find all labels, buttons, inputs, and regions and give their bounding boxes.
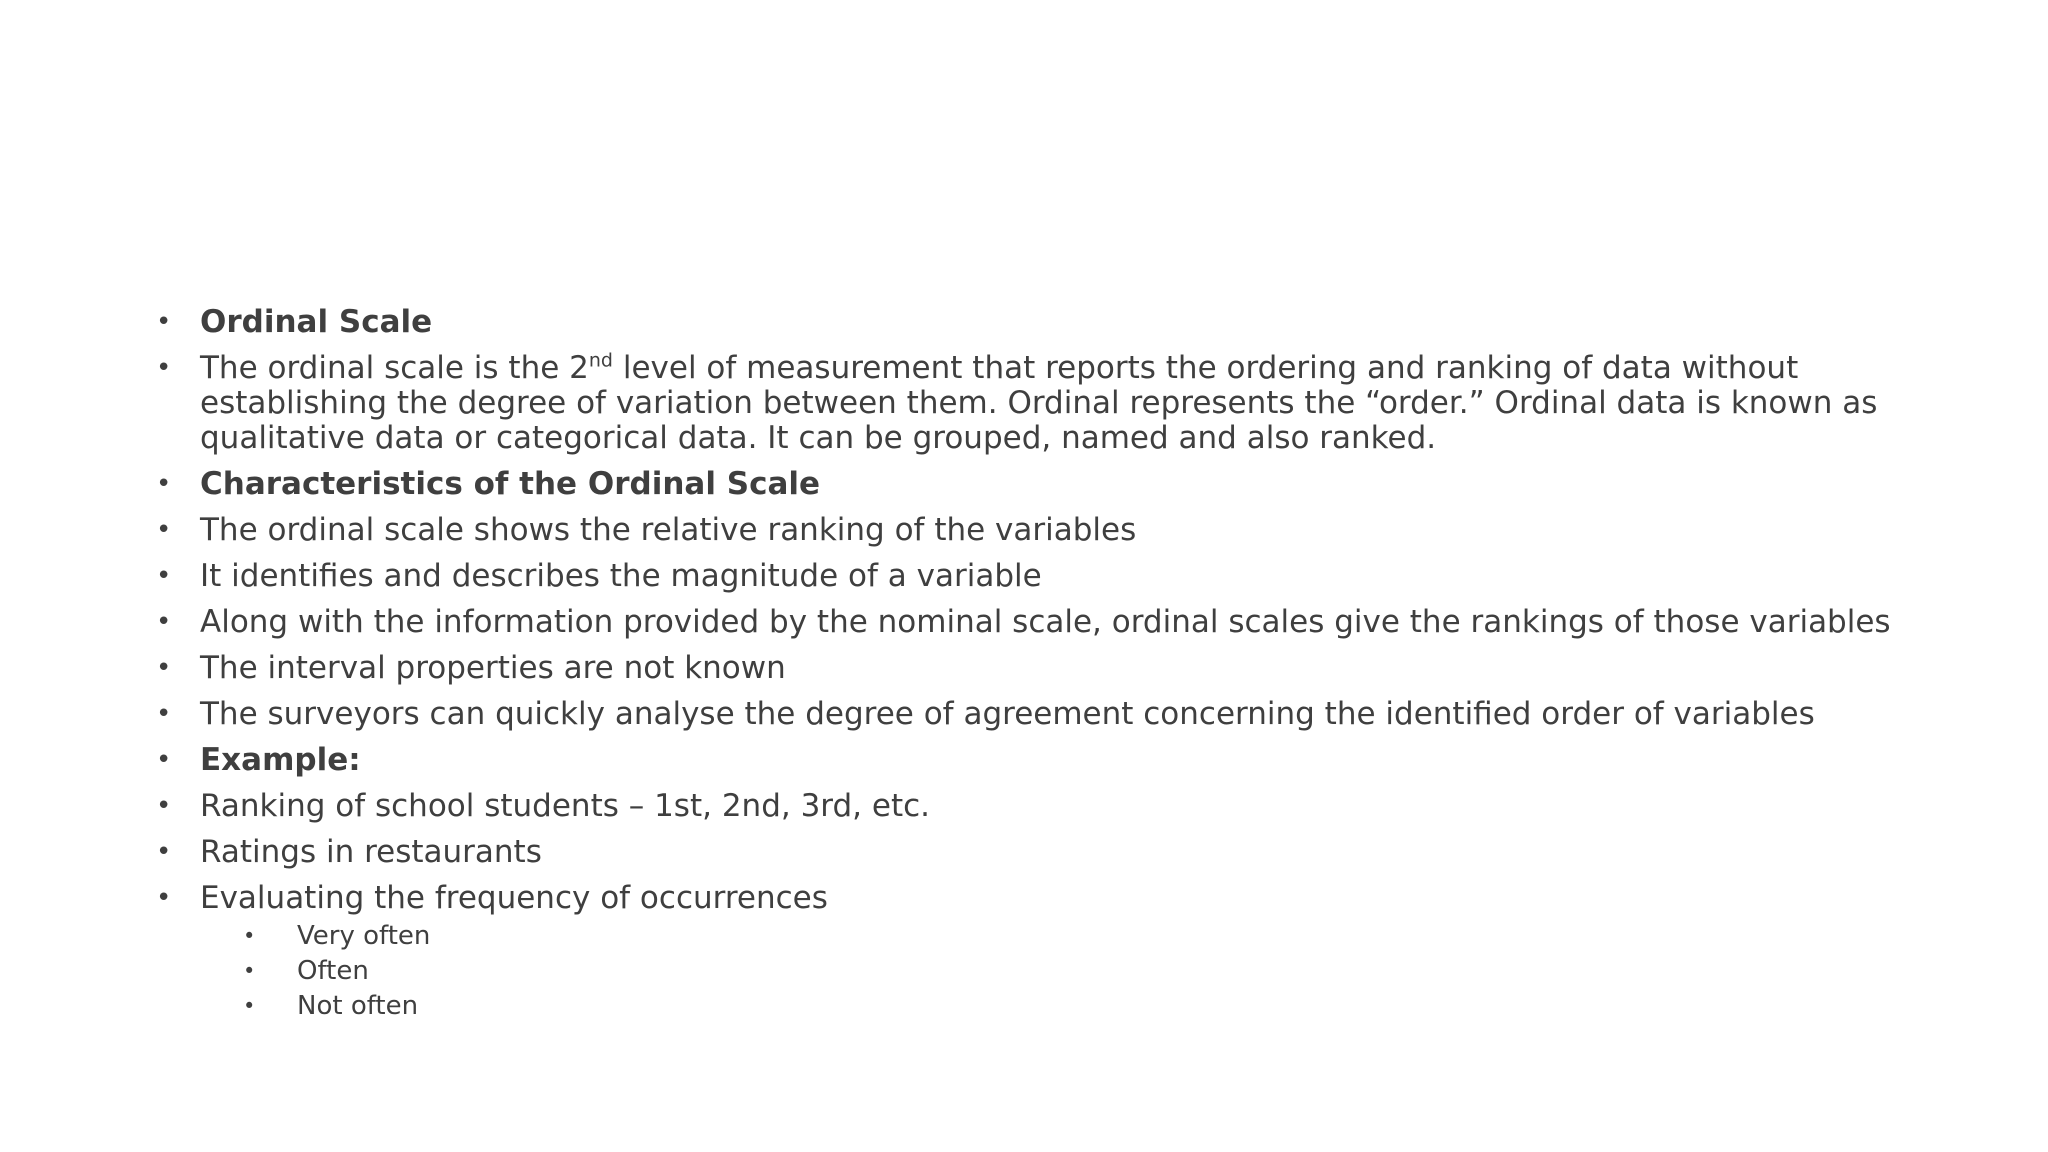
bullet-list [150, 305, 1900, 1024]
list-item-text: Evaluating the frequency of occurrences [200, 880, 828, 916]
sub-list-item [200, 919, 1900, 954]
list-item [150, 789, 1900, 824]
list-item-text: It identifies and describes the magnitude of a variable [200, 558, 1042, 594]
list-item-text: Along with the information provided by the nominal scale, ordinal scales give the rankings of those variables [200, 604, 1891, 640]
definition-text-end: level of measurement that reports the ordering and ranking of data without establishing the degree of variation between them. Ordinal represents the “order.” Ordinal data is known as qualitative data or categorical data. It can be grouped, named and also ranked. [200, 350, 1878, 456]
bullet-icon: • [156, 607, 172, 637]
list-item [150, 351, 1900, 456]
bullet-icon: • [156, 353, 172, 383]
bullet-icon: • [156, 653, 172, 683]
bullet-icon: • [243, 994, 256, 1018]
list-item [150, 881, 1900, 1024]
list-item-text: Ranking of school students – 1st, 2nd, 3rd, etc. [200, 788, 931, 824]
sub-bullet-list [200, 919, 1900, 1024]
bullet-icon: • [156, 469, 172, 499]
definition-paragraph [200, 350, 1877, 456]
ordinal-suffix: nd [588, 349, 613, 372]
list-item [150, 513, 1900, 548]
heading-example: Example: [200, 742, 361, 778]
sub-list-item [200, 989, 1900, 1024]
bullet-icon: • [156, 745, 172, 775]
sub-list-item-text: Not often [297, 991, 419, 1021]
bullet-icon: • [156, 561, 172, 591]
bullet-icon: • [156, 699, 172, 729]
list-item-text: The interval properties are not known [200, 650, 786, 686]
sub-list-item-text: Very often [297, 921, 431, 951]
list-item [150, 651, 1900, 686]
bullet-icon: • [243, 959, 256, 983]
heading-characteristics: Characteristics of the Ordinal Scale [200, 466, 821, 502]
sub-list-item [200, 954, 1900, 989]
list-item [150, 467, 1900, 502]
list-item [150, 559, 1900, 594]
list-item [150, 743, 1900, 778]
bullet-icon: • [156, 837, 172, 867]
list-item [150, 605, 1900, 640]
sub-list-item-text: Often [297, 956, 369, 986]
list-item-text: Ratings in restaurants [200, 834, 542, 870]
slide-body [150, 305, 1900, 1035]
heading-ordinal-scale: Ordinal Scale [200, 304, 433, 340]
list-item [150, 835, 1900, 870]
list-item-text: The ordinal scale shows the relative ranking of the variables [200, 512, 1137, 548]
bullet-icon: • [156, 515, 172, 545]
list-item-text: The surveyors can quickly analyse the degree of agreement concerning the identified order of variables [200, 696, 1815, 732]
bullet-icon: • [156, 883, 172, 913]
bullet-icon: • [243, 924, 256, 948]
list-item [150, 697, 1900, 732]
definition-text-start: The ordinal scale is the 2 [200, 350, 589, 386]
list-item [150, 305, 1900, 340]
bullet-icon: • [156, 307, 172, 337]
bullet-icon: • [156, 791, 172, 821]
